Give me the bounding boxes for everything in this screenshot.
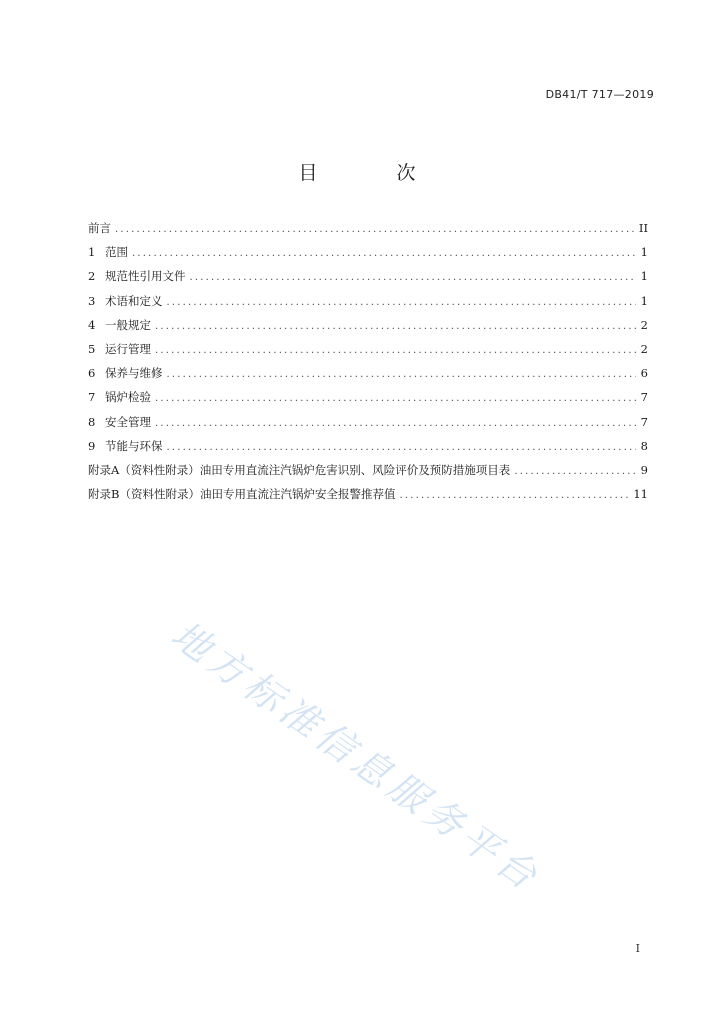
toc-entry-label: 术语和定义 — [105, 293, 163, 308]
toc-entry-8[interactable] — [88, 414, 648, 438]
toc-entry-page: 1 — [640, 245, 648, 260]
toc-entry-page: 1 — [640, 269, 648, 284]
toc-entry-number: 9 — [88, 438, 96, 453]
toc-entry-label: 规范性引用文件 — [105, 269, 186, 284]
toc-entry-7[interactable] — [88, 389, 648, 413]
toc-dot-leader — [155, 391, 636, 407]
table-of-contents — [88, 220, 648, 510]
page-number: I — [635, 942, 640, 955]
toc-entry-number: 8 — [88, 414, 96, 429]
toc-dot-leader — [155, 416, 636, 432]
toc-entry-page: 9 — [640, 462, 648, 477]
toc-dot-leader — [190, 270, 637, 286]
toc-entry-label: 范围 — [105, 245, 128, 260]
toc-entry-page: 11 — [633, 487, 648, 502]
toc-dot-leader — [155, 343, 636, 359]
toc-entry-number: 5 — [88, 341, 96, 356]
toc-entry-9[interactable] — [88, 438, 648, 462]
toc-entry-number: 4 — [88, 317, 96, 332]
toc-entry-label: 附录B（资料性附录）油田专用直流注汽锅炉安全报警推荐值 — [88, 487, 396, 502]
toc-entry-5[interactable] — [88, 341, 648, 365]
toc-entry-number: 3 — [88, 293, 96, 308]
toc-entry-number: 1 — [88, 245, 96, 260]
toc-entry-label: 运行管理 — [105, 341, 151, 356]
toc-entry-page: 8 — [640, 438, 648, 453]
toc-entry-number: 6 — [88, 366, 96, 381]
toc-entry-page: 1 — [640, 293, 648, 308]
toc-dot-leader — [115, 222, 635, 238]
toc-entry-label: 安全管理 — [105, 414, 151, 429]
toc-entry-6[interactable] — [88, 365, 648, 389]
toc-dot-leader — [167, 295, 637, 311]
toc-entry-label: 一般规定 — [105, 317, 151, 332]
toc-entry-appendix-a[interactable] — [88, 462, 648, 486]
toc-entry-3[interactable] — [88, 293, 648, 317]
toc-entry-label: 节能与环保 — [105, 438, 163, 453]
toc-dot-leader — [155, 319, 636, 335]
toc-entry-page: 2 — [640, 317, 648, 332]
toc-entry-label: 前言 — [88, 221, 111, 235]
toc-dot-leader — [514, 464, 636, 480]
watermark: 地方标准信息服务平台 — [163, 612, 550, 901]
toc-entry-number: 7 — [88, 390, 96, 405]
toc-dot-leader — [167, 367, 637, 383]
toc-dot-leader — [167, 440, 637, 456]
toc-entry-1[interactable] — [88, 244, 648, 268]
toc-entry-2[interactable] — [88, 268, 648, 292]
toc-entry-page: II — [638, 221, 648, 235]
toc-entry-page: 2 — [640, 341, 648, 356]
toc-dot-leader — [399, 488, 629, 504]
toc-entry-label: 保养与维修 — [105, 366, 163, 381]
toc-entry-page: 7 — [640, 414, 648, 429]
toc-entry-foreword[interactable] — [88, 220, 648, 244]
toc-entry-label: 锅炉检验 — [105, 390, 151, 405]
toc-entry-page: 7 — [640, 390, 648, 405]
page-title: 目 次 — [298, 162, 446, 184]
toc-dot-leader — [132, 246, 636, 262]
toc-entry-appendix-b[interactable] — [88, 486, 648, 510]
toc-entry-4[interactable] — [88, 317, 648, 341]
standard-code: DB41/T 717—2019 — [545, 88, 654, 101]
toc-entry-number: 2 — [88, 269, 96, 284]
toc-entry-label: 附录A（资料性附录）油田专用直流注汽锅炉危害识别、风险评价及预防措施项目表 — [88, 462, 511, 477]
toc-entry-page: 6 — [640, 366, 648, 381]
